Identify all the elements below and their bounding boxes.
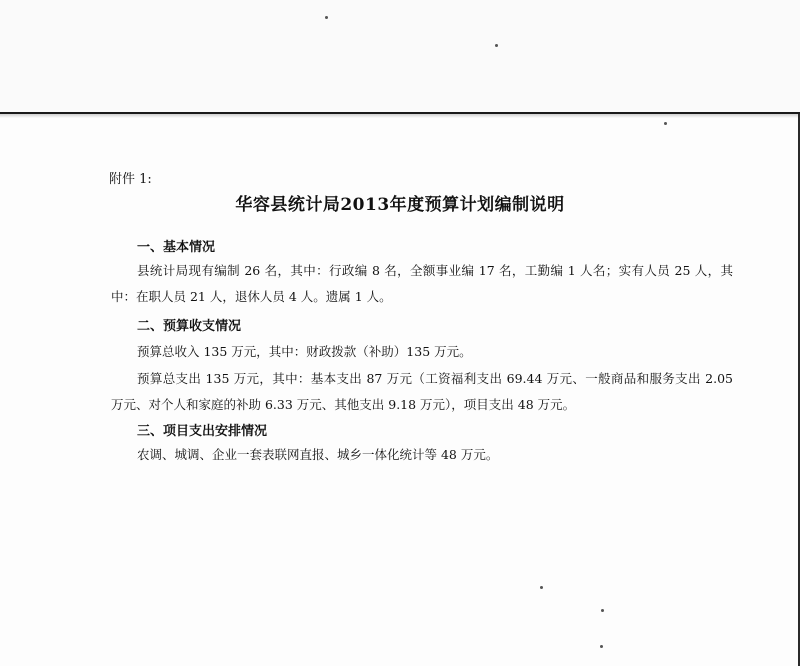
document-title: 华容县统计局2013年度预算计划编制说明 (235, 195, 565, 215)
section-heading-budget: 二、预算收支情况 (137, 319, 242, 334)
paragraph-budget-expenditure: 预算总支出 135 万元，其中：基本支出 87 万元（工资福利支出 69.44 万元、一般商品和服务支出 2.05 万元、对个人和家庭的补助 6.33 万元、其他支出 9.18 万元），项目支出 48 万元。 (111, 371, 733, 412)
page-edge-shadow (0, 114, 800, 118)
scanner-margin (0, 0, 800, 112)
scan-speck (495, 44, 498, 47)
scan-speck (664, 122, 667, 125)
paragraph-projects: 农调、城调、企业一套表联网直报、城乡一体化统计等 48 万元。 (137, 447, 499, 462)
paragraph-staffing: 县统计局现有编制 26 名，其中：行政编 8 名，全额事业编 17 名，工勤编 1 人名；实有人员 25 人，其中：在职人员 21 人，退休人员 4 人。遗属 1 人。 (111, 263, 733, 304)
section-heading-basic-info: 一、基本情况 (137, 240, 216, 255)
scan-speck (325, 16, 328, 19)
section-heading-projects: 三、项目支出安排情况 (137, 424, 268, 439)
paragraph-budget-income: 预算总收入 135 万元，其中：财政拨款（补助）135 万元。 (137, 344, 472, 359)
scan-speck (600, 645, 603, 648)
attachment-label: 附件 1: (109, 172, 152, 187)
scan-speck (540, 586, 543, 589)
scan-speck (601, 609, 604, 612)
